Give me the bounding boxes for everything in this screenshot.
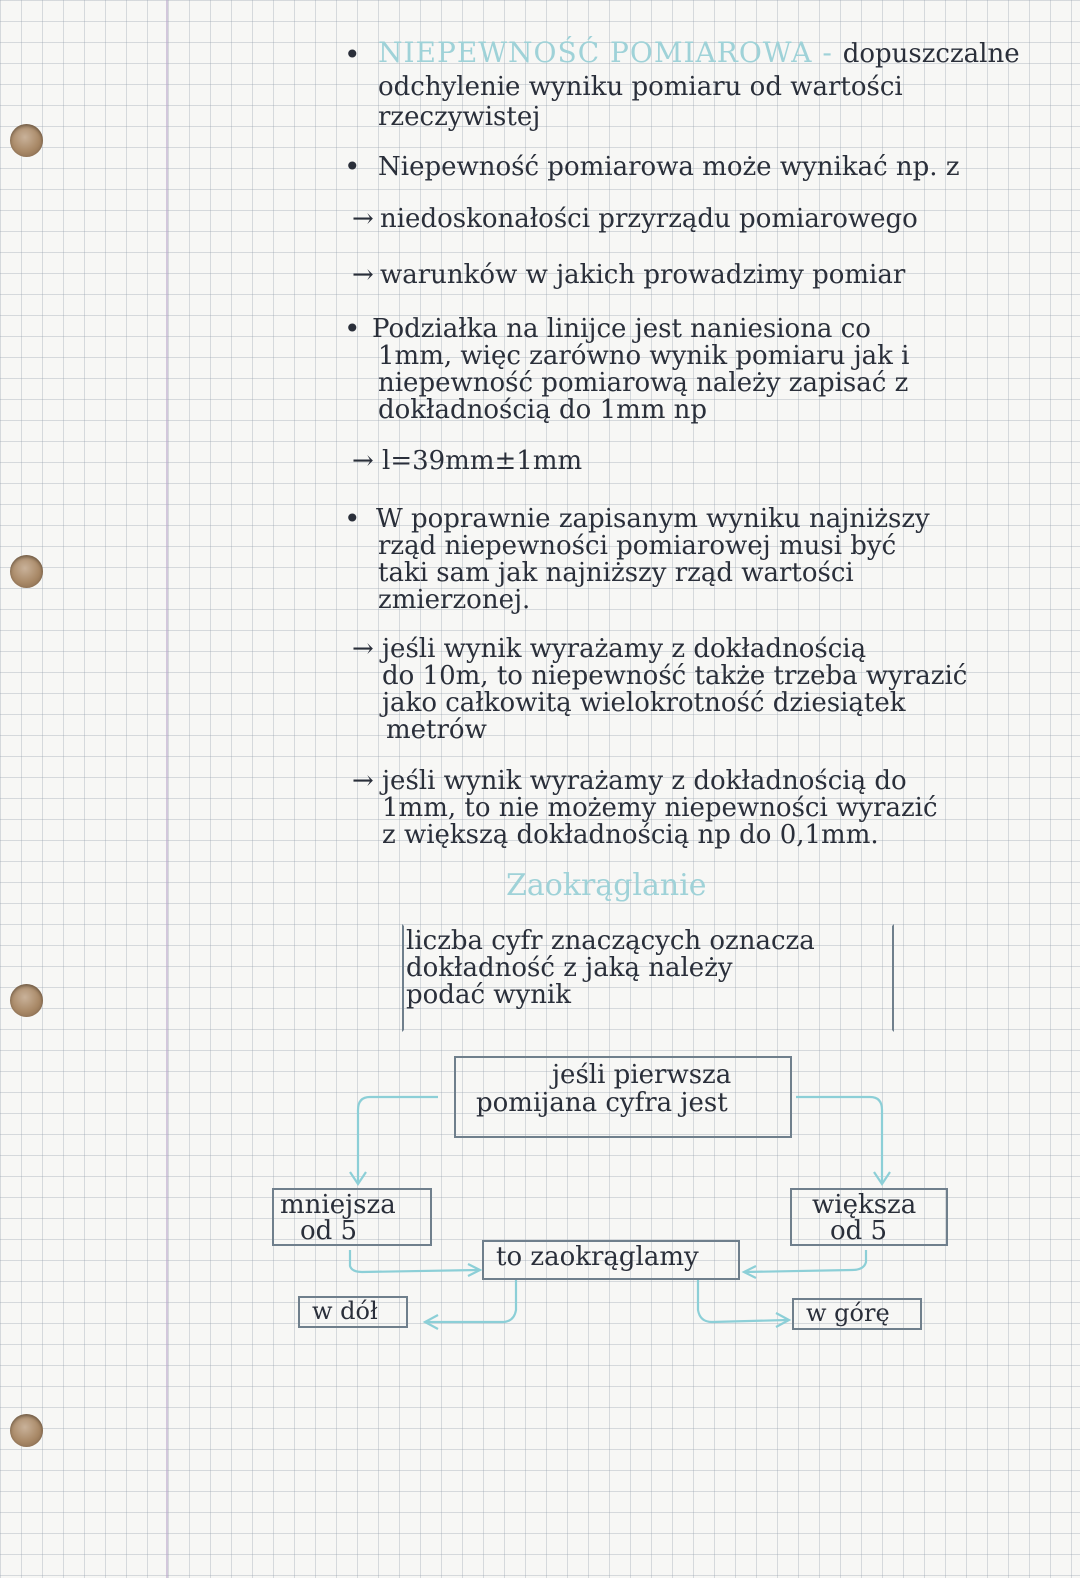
uncertainty-intro: Niepewność pomiarowa może wynikać np. z [378,152,960,182]
bullet-icon: • [344,502,361,535]
rule-text-line: rząd niepewności pomiarowej musi być [378,531,897,561]
arrow-right-branch [796,1097,882,1182]
right-case-line: od 5 [830,1216,888,1246]
up-label: w górę [806,1299,890,1327]
question-line: pomijana cyfra jest [476,1088,728,1118]
bullet-icon: • [344,150,361,183]
ruler-text-line: dokładnością do 1mm np [378,395,708,425]
middle-label: to zaokrąglamy [496,1242,699,1272]
arrow-right-icon: → [352,766,374,796]
measurement-example: l=39mm±1mm [382,446,583,476]
list-item: niedoskonałości przyrządu pomiarowego [380,204,918,234]
example-line: jeśli wynik wyrażamy z dokładnością [382,634,867,664]
bullet-icon: • [344,38,361,71]
list-item: warunków w jakich prowadzimy pomiar [380,260,906,290]
example-line: z większą dokładnością np do 0,1mm. [382,820,879,850]
example-line: do 10m, to niepewność także trzeba wyrazić [382,661,968,691]
ruler-text-line: 1mm, więc zarówno wynik pomiaru jak i [378,341,910,371]
example-line: 1mm, to nie możemy niepewności wyrazić [382,793,938,823]
arrow-right-icon: → [352,260,374,290]
definition-title: NIEPEWNOŚĆ POMIAROWA [378,36,813,69]
example-line: jako całkowitą wielokrotność dziesiątek [382,688,906,718]
arrow-to-up [698,1280,788,1322]
arrow-left-branch [358,1097,438,1182]
rule-text-line: W poprawnie zapisanym wyniku najniższy [376,504,930,534]
down-label: w dół [312,1297,378,1325]
definition-line: odchylenie wyniku pomiaru od wartości [378,72,903,102]
definition-line: rzeczywistej [378,102,541,132]
definition-box-line: dokładność z jaką należy [406,953,733,983]
example-line: jeśli wynik wyrażamy z dokładnością do [382,766,907,796]
rule-text-line: taki sam jak najniższy rząd wartości [378,558,854,588]
left-case-line: mniejsza [280,1190,396,1220]
arrow-right-icon: → [352,446,374,476]
example-line: metrów [386,715,487,745]
rule-text-line: zmierzonej. [378,585,531,615]
arrow-to-down [426,1280,516,1322]
arrow-right-icon: → [352,634,374,664]
definition-box-line: liczba cyfr znaczących oznacza [406,926,815,956]
arrow-right-to-middle [744,1250,866,1272]
rounding-heading: Zaokrąglanie [506,868,707,903]
arrow-left-to-middle [350,1250,478,1272]
left-case-line: od 5 [300,1216,358,1246]
question-line: jeśli pierwsza [552,1060,732,1090]
title-dash: - [812,36,843,69]
bullet-icon: • [344,312,361,345]
ruler-text-line: Podziałka na linijce jest naniesiona co [372,314,871,344]
definition-box-line: podać wynik [406,980,572,1010]
definition-start: dopuszczalne [842,39,1020,69]
right-case-line: większa [812,1190,917,1220]
ruler-text-line: niepewność pomiarową należy zapisać z [378,368,909,398]
arrow-right-icon: → [352,204,374,234]
